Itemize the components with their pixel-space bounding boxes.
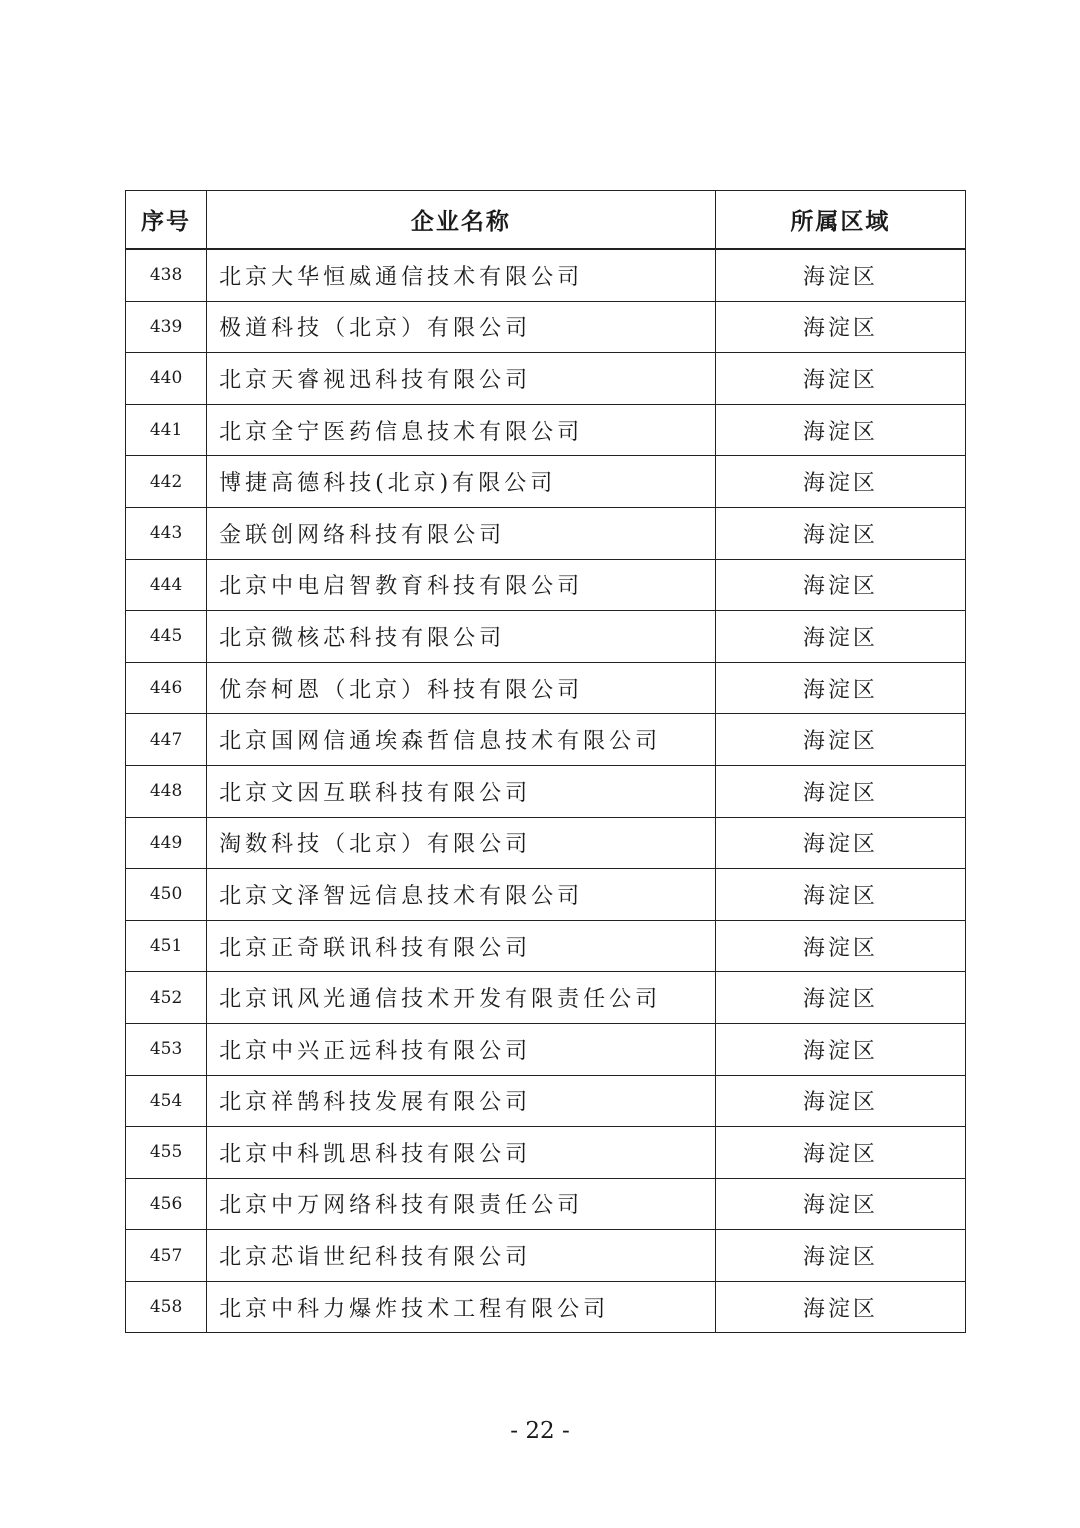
- company-name-cell: 优奈柯恩（北京）科技有限公司: [207, 662, 716, 714]
- company-name-cell: 北京文泽智远信息技术有限公司: [207, 869, 716, 921]
- table-row: [126, 404, 966, 456]
- table-row: [126, 249, 966, 301]
- serial-number-cell: 448: [126, 765, 207, 817]
- company-name-cell: 北京正奇联讯科技有限公司: [207, 920, 716, 972]
- table-body: [126, 249, 966, 1333]
- serial-number-cell: 442: [126, 456, 207, 508]
- district-cell: 海淀区: [715, 869, 965, 921]
- header-company-name: 企业名称: [207, 191, 716, 250]
- district-cell: 海淀区: [715, 456, 965, 508]
- company-name-cell: 北京国网信通埃森哲信息技术有限公司: [207, 714, 716, 766]
- serial-number-cell: 450: [126, 869, 207, 921]
- serial-number-cell: 441: [126, 404, 207, 456]
- table-row: [126, 920, 966, 972]
- table-row: [126, 1023, 966, 1075]
- header-serial-number: 序号: [126, 191, 207, 250]
- table-row: [126, 765, 966, 817]
- company-name-cell: 北京中科力爆炸技术工程有限公司: [207, 1281, 716, 1333]
- table-row: [126, 1127, 966, 1179]
- company-name-cell: 北京天睿视迅科技有限公司: [207, 353, 716, 405]
- district-cell: 海淀区: [715, 1023, 965, 1075]
- table-header: [126, 191, 966, 250]
- district-cell: 海淀区: [715, 765, 965, 817]
- company-name-cell: 北京中万网络科技有限责任公司: [207, 1178, 716, 1230]
- district-cell: 海淀区: [715, 507, 965, 559]
- company-name-cell: 北京中电启智教育科技有限公司: [207, 559, 716, 611]
- table-row: [126, 714, 966, 766]
- table-row: [126, 817, 966, 869]
- table-row: [126, 559, 966, 611]
- serial-number-cell: 440: [126, 353, 207, 405]
- district-cell: 海淀区: [715, 404, 965, 456]
- company-name-cell: 北京微核芯科技有限公司: [207, 611, 716, 663]
- table-row: [126, 1230, 966, 1282]
- serial-number-cell: 453: [126, 1023, 207, 1075]
- table-row: [126, 353, 966, 405]
- table-row: [126, 456, 966, 508]
- district-cell: 海淀区: [715, 301, 965, 353]
- district-cell: 海淀区: [715, 1281, 965, 1333]
- district-cell: 海淀区: [715, 559, 965, 611]
- company-name-cell: 北京讯风光通信技术开发有限责任公司: [207, 972, 716, 1024]
- header-district: 所属区域: [715, 191, 965, 250]
- table-row: [126, 972, 966, 1024]
- serial-number-cell: 445: [126, 611, 207, 663]
- table-row: [126, 1178, 966, 1230]
- serial-number-cell: 457: [126, 1230, 207, 1282]
- serial-number-cell: 456: [126, 1178, 207, 1230]
- district-cell: 海淀区: [715, 817, 965, 869]
- table-row: [126, 507, 966, 559]
- company-name-cell: 金联创网络科技有限公司: [207, 507, 716, 559]
- company-name-cell: 北京文因互联科技有限公司: [207, 765, 716, 817]
- table-row: [126, 1281, 966, 1333]
- page-number: - 22 -: [510, 1418, 570, 1444]
- serial-number-cell: 458: [126, 1281, 207, 1333]
- district-cell: 海淀区: [715, 1178, 965, 1230]
- serial-number-cell: 452: [126, 972, 207, 1024]
- district-cell: 海淀区: [715, 662, 965, 714]
- serial-number-cell: 451: [126, 920, 207, 972]
- company-name-cell: 北京全宁医药信息技术有限公司: [207, 404, 716, 456]
- serial-number-cell: 447: [126, 714, 207, 766]
- company-name-cell: 北京中兴正远科技有限公司: [207, 1023, 716, 1075]
- enterprise-table: [125, 190, 966, 1333]
- serial-number-cell: 449: [126, 817, 207, 869]
- table-row: [126, 869, 966, 921]
- serial-number-cell: 455: [126, 1127, 207, 1179]
- district-cell: 海淀区: [715, 353, 965, 405]
- district-cell: 海淀区: [715, 1230, 965, 1282]
- company-name-cell: 北京祥鹄科技发展有限公司: [207, 1075, 716, 1127]
- serial-number-cell: 446: [126, 662, 207, 714]
- district-cell: 海淀区: [715, 714, 965, 766]
- company-name-cell: 博捷高德科技(北京)有限公司: [207, 456, 716, 508]
- district-cell: 海淀区: [715, 1127, 965, 1179]
- district-cell: 海淀区: [715, 972, 965, 1024]
- company-name-cell: 北京大华恒威通信技术有限公司: [207, 249, 716, 301]
- company-name-cell: 北京中科凯思科技有限公司: [207, 1127, 716, 1179]
- table-row: [126, 1075, 966, 1127]
- header-row: [126, 191, 966, 250]
- table-row: [126, 611, 966, 663]
- table-row: [126, 662, 966, 714]
- district-cell: 海淀区: [715, 1075, 965, 1127]
- serial-number-cell: 438: [126, 249, 207, 301]
- serial-number-cell: 443: [126, 507, 207, 559]
- company-name-cell: 淘数科技（北京）有限公司: [207, 817, 716, 869]
- company-name-cell: 极道科技（北京）有限公司: [207, 301, 716, 353]
- serial-number-cell: 444: [126, 559, 207, 611]
- district-cell: 海淀区: [715, 249, 965, 301]
- serial-number-cell: 439: [126, 301, 207, 353]
- serial-number-cell: 454: [126, 1075, 207, 1127]
- table-row: [126, 301, 966, 353]
- district-cell: 海淀区: [715, 920, 965, 972]
- district-cell: 海淀区: [715, 611, 965, 663]
- company-name-cell: 北京芯诣世纪科技有限公司: [207, 1230, 716, 1282]
